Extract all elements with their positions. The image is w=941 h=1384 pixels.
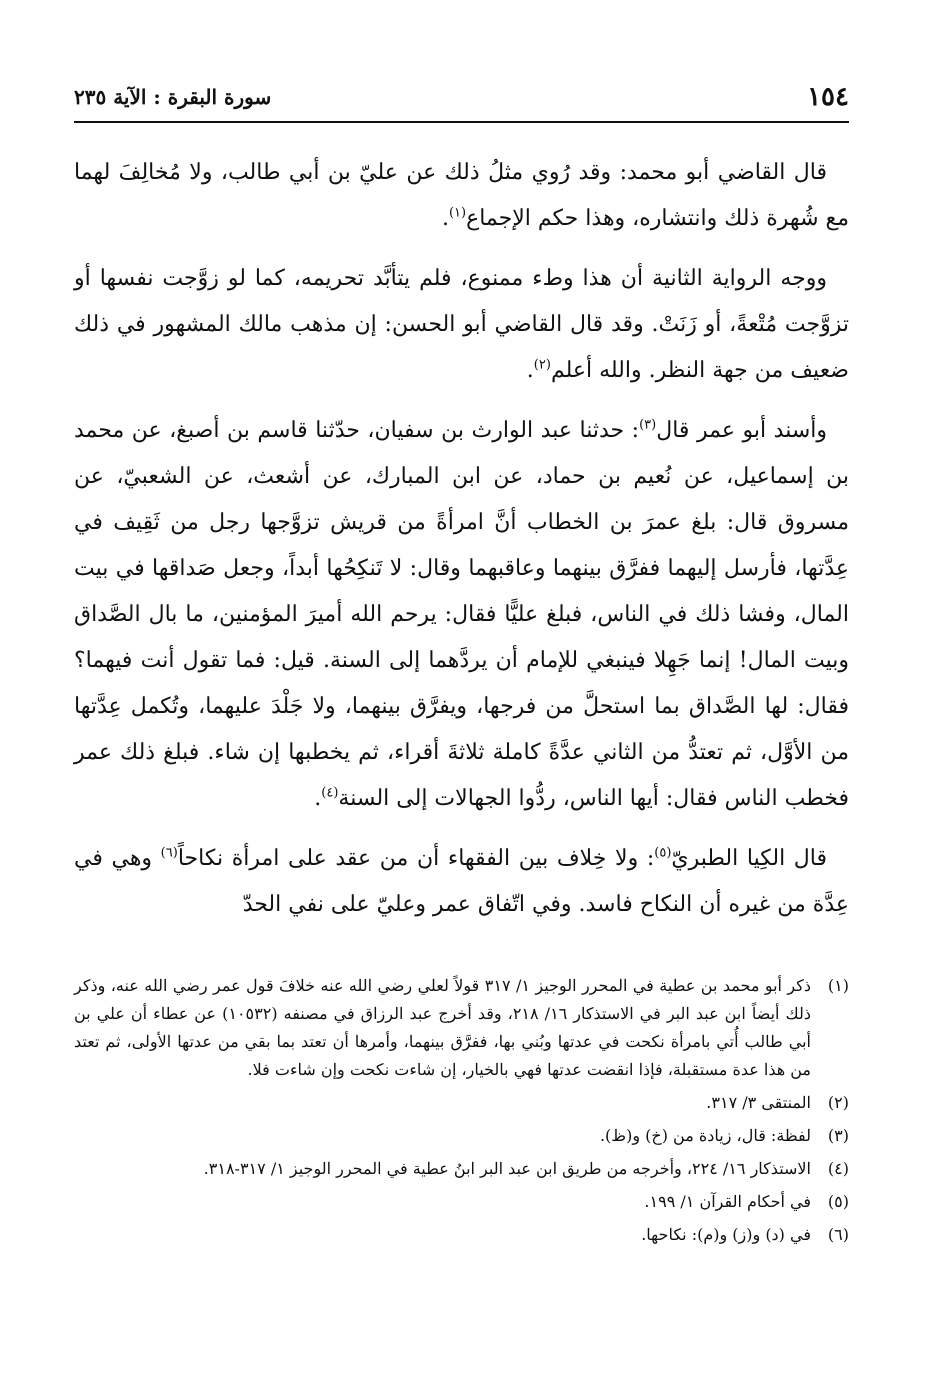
paragraph: قال القاضي أبو محمد: وقد رُوي مثلُ ذلك عن عليّ بن أبي طالب، ولا مُخالِفَ لهما مع شُهرة ذلك وانتشاره، وهذا حكم الإجماع$^{(١)}$. xyxy=(74,160,849,231)
footnote-number: (٣) xyxy=(827,1126,849,1145)
footnote xyxy=(74,972,849,1084)
footnote xyxy=(74,1155,849,1183)
footnote-text: في (د) و(ز) و(م): نكاحها. xyxy=(641,1225,811,1244)
footnote-text: الاستذكار ١٦/ ٢٢٤، وأخرجه من طريق ابن عبد البر ابنُ عطية في المحرر الوجيز ١/ ٣١٧-٣١٨. xyxy=(203,1159,811,1178)
running-title: سورة البقرة : الآية ٢٣٥ xyxy=(74,85,272,109)
footnote-number: (٤) xyxy=(827,1159,849,1178)
footnote-ref: (١) xyxy=(448,205,467,221)
main-text xyxy=(74,150,849,942)
page-number: ١٥٤ xyxy=(807,82,849,112)
footnote-number: (٥) xyxy=(827,1192,849,1211)
footnote xyxy=(74,1122,849,1150)
paragraph: وأسند أبو عمر قال$^{(٣)}$: حدثنا عبد الوارث بن سفيان، حدّثنا قاسم بن أصبغ، عن محمد بن إسماعيل، عن نُعيم بن حماد، عن ابن المبارك، عن أشعث، عن الشعبيّ، عن مسروق قال: بلغ عمرَ بن الخطاب أنَّ امرأةً من قريش تزوَّجها رجل من ثَقِيف في عِدَّتها، فأرسل إليهما ففرَّق بينهما وعاقبهما وقال: لا تَنكِحُها أبداً، وجعل صَداقها في بيت المال، وفشا ذلك في الناس، فبلغ عليًّا فقال: يرحم الله أميرَ المؤمنين، ما بال الصَّداق وبيت المال! إنما جَهِلا فينبغي للإمام أن يردَّهما إلى السنة. قيل: فما تقول أنت فيهما؟ فقال: لها الصَّداق بما استحلَّ من فرجها، ويفرَّق بينهما، ولا جَلْدَ عليهما، وتُكمل عِدَّتها من الأوَّل، ثم تعتدُّ من الثاني عدَّةً كاملة ثلاثةَ أقراء، ثم يخطبها إن شاء. فبلغ ذلك عمر فخطب الناس فقال: أيها الناس، ردُّوا الجهالات إلى السنة$^{(٤)}$. xyxy=(74,417,849,811)
footnote-ref: (٢) xyxy=(533,357,551,373)
book-page xyxy=(74,0,849,1384)
footnote-ref: (٤) xyxy=(321,785,339,801)
page-header xyxy=(74,80,849,114)
footnote-text: في أحكام القرآن ١/ ١٩٩. xyxy=(644,1192,811,1211)
footnotes-section xyxy=(74,972,849,1254)
footnote-number: (٢) xyxy=(827,1093,849,1112)
header-divider xyxy=(74,121,849,123)
footnote-ref: (٦) xyxy=(160,845,178,861)
footnote-ref: (٥) xyxy=(654,845,672,861)
footnote-number: (٦) xyxy=(827,1225,849,1244)
footnote xyxy=(74,1188,849,1216)
footnote xyxy=(74,1221,849,1249)
paragraph: قال الكِيا الطبريّ$^{(٥)}$: ولا خِلاف بين الفقهاء أن من عقد على امرأة نكاحاً$^{(٦)}$ وهي في عِدَّة من غيره أن النكاح فاسد. وفي اتّفاق عمر وعليّ على نفي الحدّ xyxy=(74,845,849,917)
footnote-ref: (٣) xyxy=(639,417,657,433)
footnote xyxy=(74,1089,849,1117)
footnote-text: لفظة: قال، زيادة من (خ) و(ظ). xyxy=(599,1126,811,1145)
footnote-text: المنتقى ٣/ ٣١٧. xyxy=(706,1093,811,1112)
footnote-text: ذكر أبو محمد بن عطية في المحرر الوجيز ١/ ٣١٧ قولاً لعلي رضي الله عنه خلافَ قول عمر رضي الله عنه، وذكر ذلك أيضاً ابن عبد البر في الاستذكار ١٦/ ٢١٨، وقد أخرج عبد الرزاق في مصنفه (١٠٥٣٢) عن عطاء أن علي بن أبي طالب أُتي بامرأة نكحت في عدتها وبُني بها، ففرَّق بينهما، وأمرها أن تعتد بما بقي من عدتها الأولى، ثم تعتد من هذا عدة مستقبلة، فإذا انقضت عدتها فهي بالخيار، إن شاءت نكحت وإن شاءت فلا. xyxy=(74,976,812,1079)
paragraph: ووجه الرواية الثانية أن هذا وطء ممنوع، فلم يتأبَّد تحريمه، كما لو زوَّجت نفسها أو تزوَّجت مُتْعةً، أو زَنَتْ. وقد قال القاضي أبو الحسن: إن مذهب مالك المشهور في ذلك ضعيف من جهة النظر. والله أعلم$^{(٢)}$. xyxy=(74,266,849,383)
footnote-number: (١) xyxy=(827,976,849,995)
